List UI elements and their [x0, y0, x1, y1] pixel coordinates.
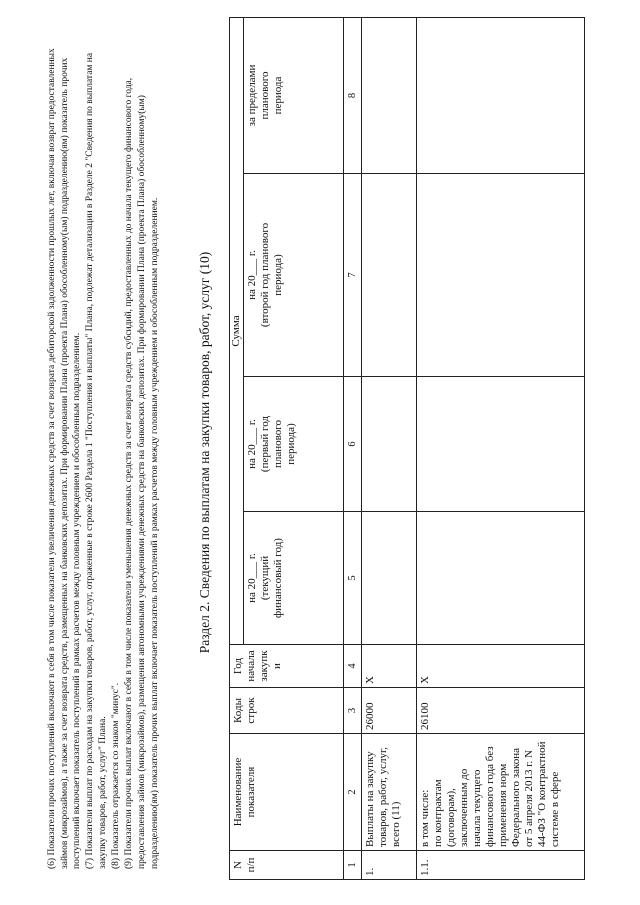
row-sum-col6: [417, 377, 585, 512]
col-number: 5: [344, 512, 362, 645]
row-sum-col7: [417, 174, 585, 377]
footnote-6: (6) Показатели прочих поступлений включают в себя в том числе показатели увеличения денежных средств за счет возврата дебиторской задолженности прошлых лет, включая возврат предоставленных займов (микрозаймов), а также за счет возврата средств, размещенных на банковских депозитах. При формировании Плана (проекта Плана) обособленному(ым) подразделению(ям) показатель прочих поступлений включает показатель поступлений в рамках расчетов между головным учреждением и обособленным подразделением.: [47, 48, 83, 869]
header-row-1: [230, 17, 244, 879]
row-code: 26100: [417, 688, 585, 734]
header-sum: Сумма: [230, 17, 244, 644]
row-sum-col8: [417, 17, 585, 173]
col-number: 2: [344, 734, 362, 851]
header-col6: на 20___ г. (первый год планового периода): [244, 377, 344, 512]
header-code: Коды строк: [230, 688, 344, 734]
col-number: 1: [344, 851, 362, 880]
footnote-7: (7) Показатели выплат по расходам на закупки товаров, работ, услуг, отраженные в строке 2600 Раздела 1 "Поступления и выплаты" Плана, подлежат детализации в Разделе 2 "Сведения по выплатам на закупку товаров, работ, услуг" Плана.: [85, 52, 108, 869]
table-row: [362, 17, 417, 879]
purchases-table: [229, 17, 585, 880]
header-n: N п/п: [230, 851, 344, 880]
header-year: Год начала закупк и: [230, 645, 344, 688]
footnotes: [46, 39, 162, 869]
footnote-8: (8) Показатель отражается со знаком "минус".: [111, 682, 122, 869]
header-name: Наименование показателя: [230, 734, 344, 851]
row-year: X: [417, 645, 585, 688]
footnote-9: (9) Показатели прочих выплат включают в себя в том числе показатели уменьшения денежных средств за счет возврата средств субсидий, предоставленных до начала текущего финансового года, предоставления займов (микрозаймов), размещения автономными учреждениями денежных средств на банковских депозитах. При формировании Плана (проекта Плана) обособленному(ым) подразделению(ям) показатель прочих выплат включает показатель поступлений в рамках расчетов между головным учреждением и обособленным подразделением.: [124, 77, 160, 869]
row-sum-col7: [362, 174, 417, 377]
row-year: X: [362, 645, 417, 688]
col-number: 6: [344, 377, 362, 512]
table-row: [417, 17, 585, 879]
section-title: Раздел 2. Сведения по выплатам на закупки товаров, работ, услуг (10): [197, 251, 212, 654]
header-col5: на 20___ г. (текущий финансовый год): [244, 512, 344, 645]
row-number: 1.1.: [417, 851, 585, 880]
row-number: 1.: [362, 851, 417, 880]
col-number: 4: [344, 645, 362, 688]
row-sum-col8: [362, 17, 417, 173]
row-sum-col5: [362, 512, 417, 645]
header-col7: на 20___ г. (второй год планового периода): [244, 174, 344, 377]
col-number: 8: [344, 17, 362, 173]
col-number: 3: [344, 688, 362, 734]
header-col8: за пределами планового периода: [244, 17, 344, 173]
row-name: в том числе: по контрактам (договорам), заключенным до начала текущего финансового года без применения норм Федерального закона от 5 апреля 2013 г. N 44-ФЗ "О контрактной системе в сфере: [417, 734, 585, 851]
row-sum-col6: [362, 377, 417, 512]
row-name: Выплаты на закупку товаров, работ, услуг, всего (11): [362, 734, 417, 851]
col-number: 7: [344, 174, 362, 377]
row-code: 26000: [362, 688, 417, 734]
column-number-row: [344, 17, 362, 879]
row-sum-col5: [417, 512, 585, 645]
